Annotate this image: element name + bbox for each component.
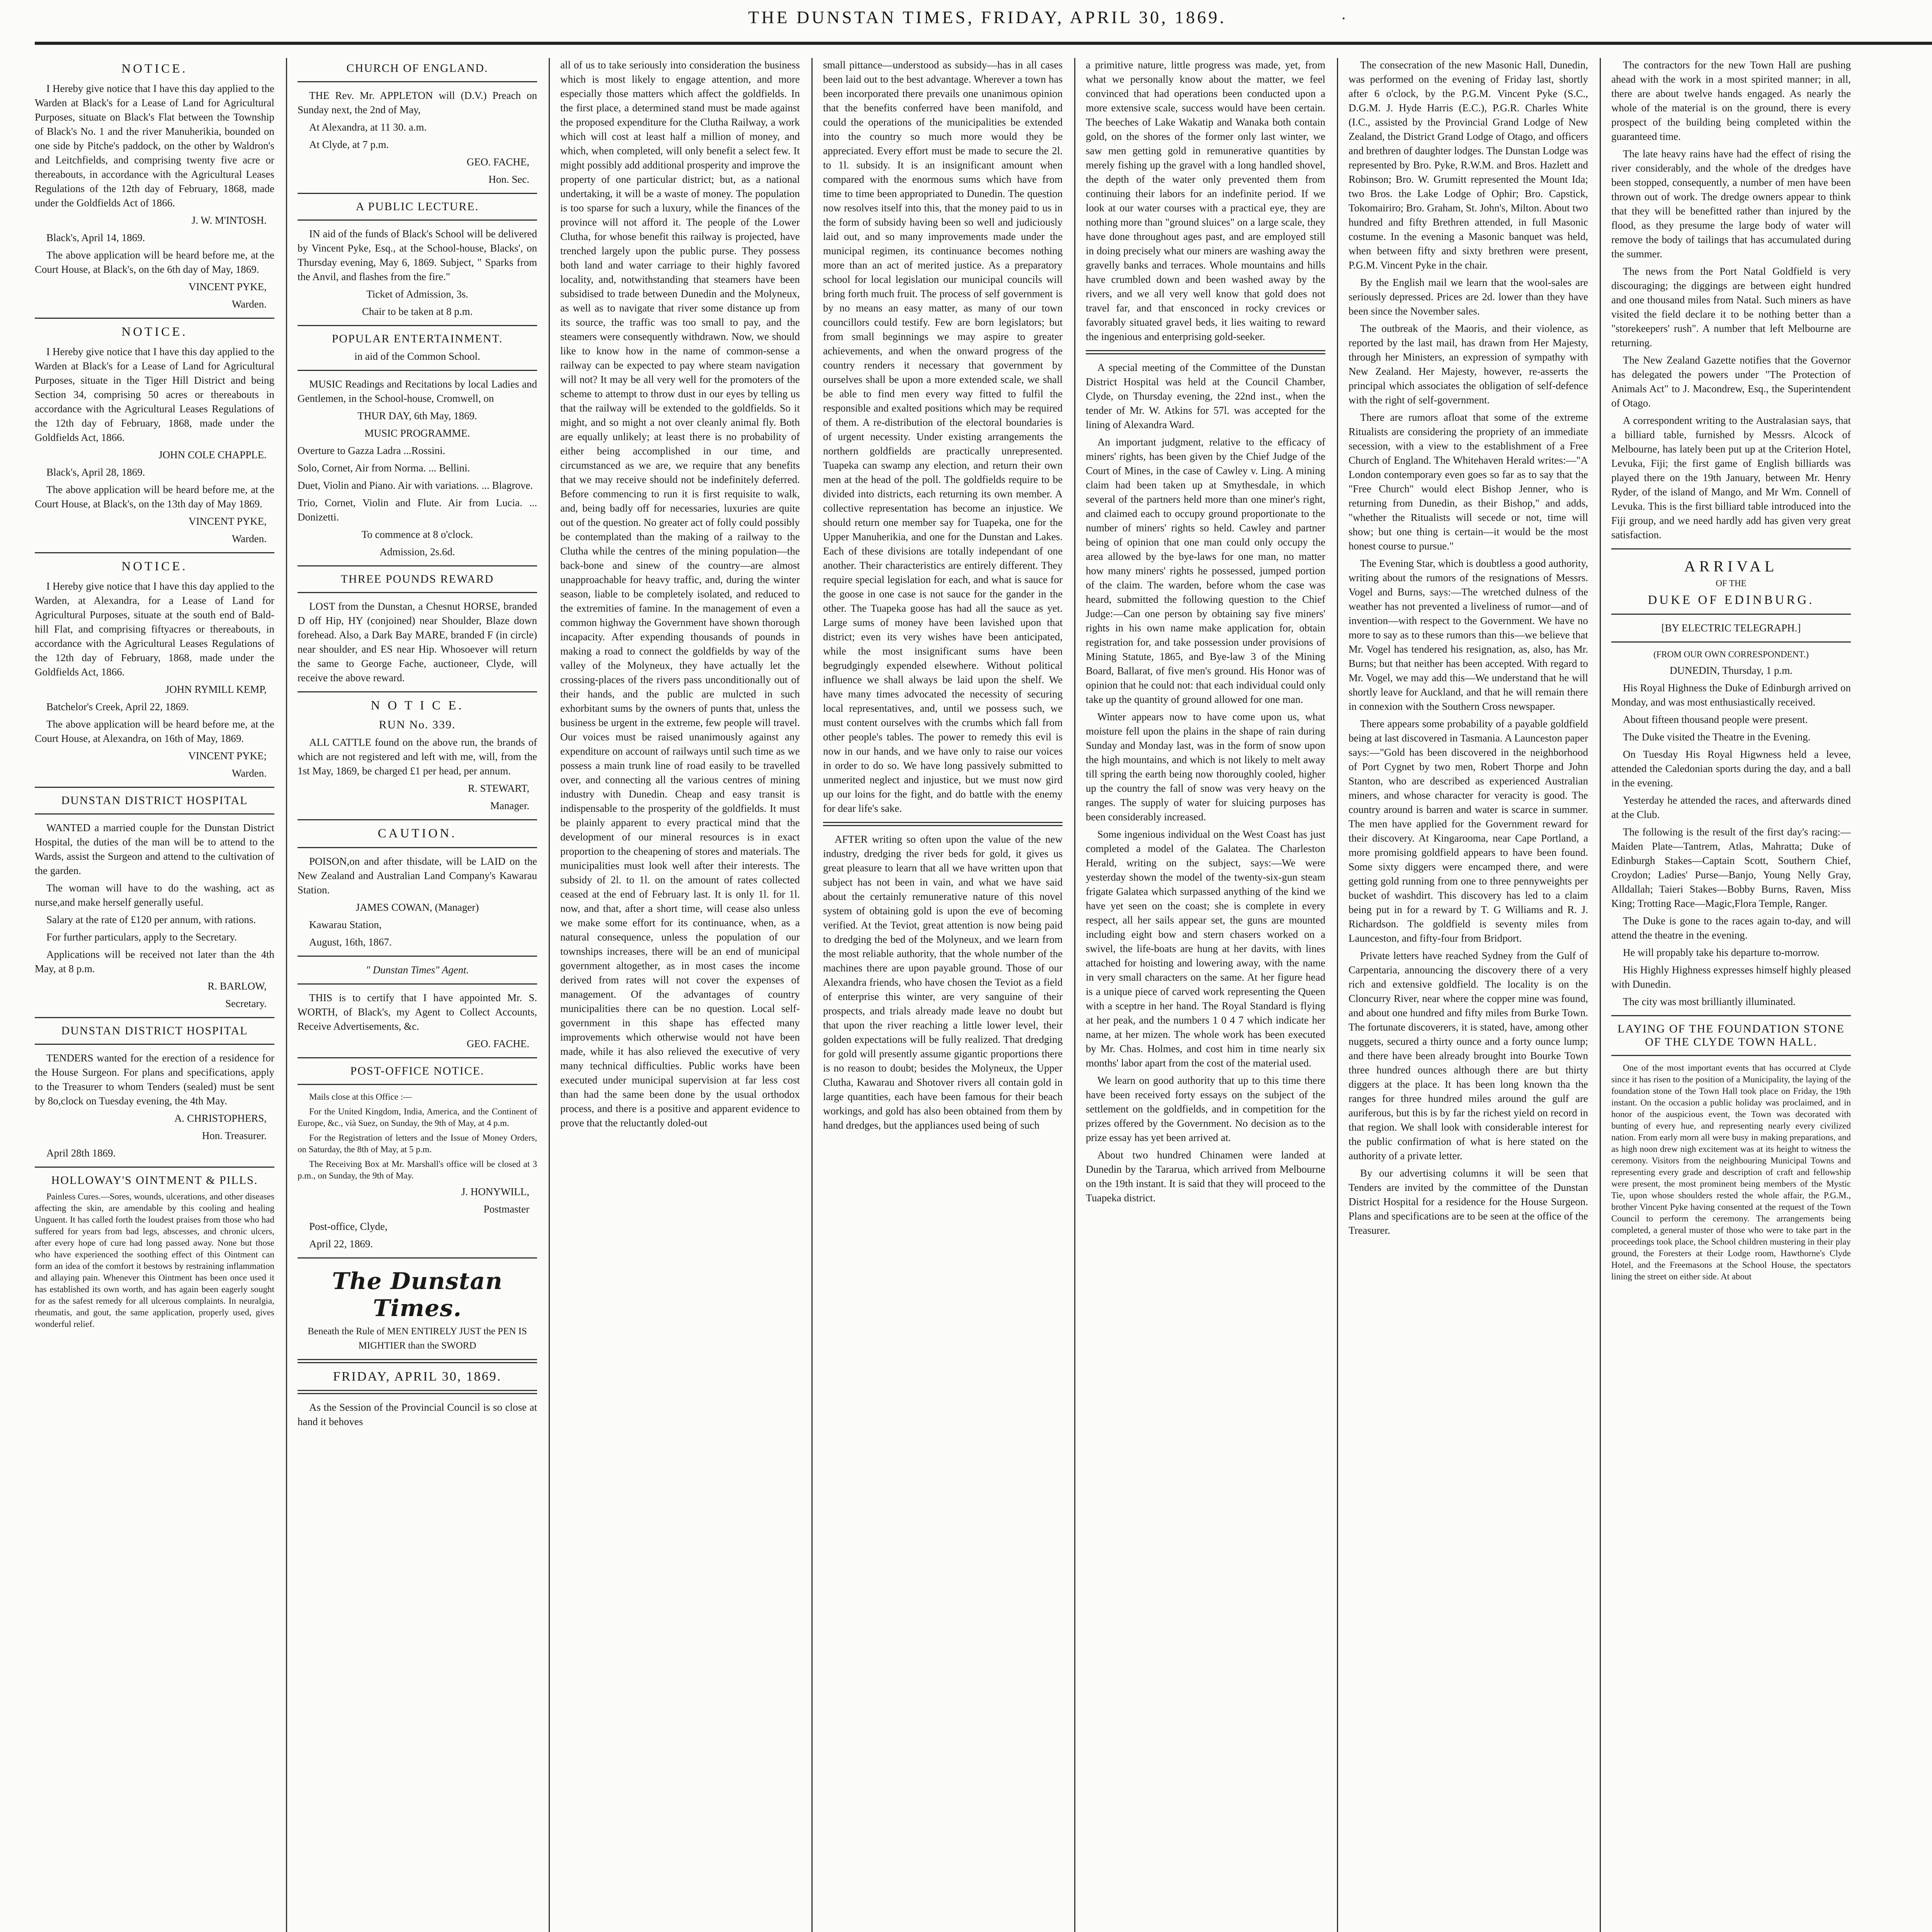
notice-body: I Hereby give notice that I have this day applied to the Warden at Black's for a Lease of Land for Agricultural Purposes, situate in the Tiger Hill District and being Section 34, comprising 50 acres or thereabouts in accordance with the Agricultural Leases Regulations of the 12th day of February, 1868, made under the Goldfields Act, 1866. [35, 346, 274, 443]
divider [298, 565, 537, 566]
notice-date: Batchelor's Creek, April 22, 1869. [46, 701, 189, 713]
news-paragraph: There are rumors afloat that some of the extreme Ritualists are considering the propriety of an immediate secession, with a view to the establishment of a Free Church of England. The Whitehaven Herald writes:—"A London contemporary even goes so far as to say that the "Free Church" would elect Bishop Jenner, who is returning from Dunedin, as their Bishop," and adds, "whether the Ritualists will secede or not, time will show; but one thing is certain—it would be the most honest course to pursue." [1349, 412, 1588, 552]
divider [35, 1017, 274, 1018]
entertainment-admission: Admission, 2s.6d. [379, 546, 455, 558]
church-body: THE Rev. Mr. APPLETON will (D.V.) Preach on Sunday next, the 2nd of May, [298, 90, 537, 116]
church-signature: GEO. FACHE, [466, 156, 529, 168]
hospital-text: The woman will have to do the washing, act as nurse,and make herself generally useful. [35, 882, 274, 908]
arrival-heading: ARRIVAL [1684, 558, 1778, 575]
divider [35, 787, 274, 788]
caution-date: August, 16th, 1867. [309, 936, 392, 948]
laying-heading: LAYING OF THE FOUNDATION STONE OF THE CLYDE TOWN HALL. [1617, 1022, 1845, 1048]
notice-signature: JOHN COLE CHAPPLE. [158, 449, 267, 461]
laying-article: One of the most important events that has occurred at Clyde since it has risen to the position of a Municipality, the laying of the foundation stone of the Town Hall took place on Friday, the 19th instant. On the occasion a public holiday was proclaimed, and in honor of the auspicious event, the Town was decorated with bunting of every hue, and representing nearly every civilized nation. From early morn all were busy in making preparations, and as high noon drew nigh excitement was at its height to witness the ceremony. Visitors from the neighbouring Municipal Towns and representing every grade and description of craft and fellowship were present, the most prominent being members of the Mystic Tie, upon whose shoulders rested the whole affair, the P.G.M., brother Vincent Pyke having consented at the request of the Town Council to perform the ceremony. The arrangements being completed, a general muster of those who were to take part in the proceedings took place, the School children mustering in their play ground, the Foresters at their Lodge room, Hawthorne's Clyde Hotel, and the Freemasons at the School House, the spectators lining the street on either side. At about [1611, 1063, 1851, 1281]
notice-body: I Hereby give notice that I have this day applied to the Warden, at Alexandra, for a Lease of Land for Agricultural Purposes, situate at the south end of Bald-hill Flat, and comprising fiftyacres or thereabouts, in accordance with the Agricultural Leases Regulations of the 12th day of February, 1868, made under the Goldfields Act, 1866. [35, 580, 274, 678]
post-office-heading: POST-OFFICE NOTICE. [350, 1065, 485, 1077]
notice-heading: NOTICE. [121, 560, 188, 573]
newspaper-logo: The Dunstan Times. [332, 1268, 503, 1322]
arrival-of-the: OF THE [1716, 578, 1747, 588]
warden-name: VINCENT PYKE, [189, 515, 267, 527]
divider [1611, 1015, 1851, 1016]
divider [298, 370, 537, 371]
entertainment-subtitle: in aid of the Common School. [354, 350, 480, 362]
run-signature: R. STEWART, [468, 782, 529, 794]
divider [298, 847, 537, 848]
column-rule [811, 58, 813, 1932]
entertainment-start: To commence at 8 o'clock. [361, 529, 473, 540]
issue-dateline: FRIDAY, APRIL 30, 1869. [333, 1369, 502, 1384]
warden-title: Warden. [231, 767, 267, 779]
masthead [35, 7, 1932, 38]
correspondent-label: (FROM OUR OWN CORRESPONDENT.) [1653, 650, 1809, 659]
entertainment-body: MUSIC Readings and Recitations by local Ladies and Gentlemen, in the School-house, Cromwell, on [298, 378, 537, 404]
telegraph-item: About fifteen thousand people were present. [1623, 714, 1808, 725]
column-rule [286, 58, 287, 1932]
column-1 [35, 58, 274, 1932]
divider [298, 1257, 537, 1259]
divider [298, 1057, 537, 1058]
news-paragraph: An important judgment, relative to the efficacy of miners' rights, has been given by the Chief Judge of the Court of Mines, in the case of Cawley v. Ling. A mining claim had been taken up at Smythesdale, in which several of the partners held more than one miner's right, and claimed each to occupy ground proportionate to the number of miners' rights so held. Cawley and partner being of opinion that one man could only occupy the area allowed by the bye-laws for one man, no matter how many miners' rights he possessed, jumped portion of the claim. The warden, before whom the case was heard, submitted the following question to the Chief Judge:—Can one person by obtaining say five miners' rights in his own name make application for, obtain registration for, and take possession under provisions of Mining Statute, 1865, and Bye-law 3 of the Mining Board, Ballarat, of five men's ground. His Honor was of opinion that he could not: that each individual could only take up the quantity of ground allowed for one man. [1086, 436, 1325, 705]
news-paragraph: Winter appears now to have come upon us, what moisture fell upon the plains in the shape of rain during Sunday and Monday last, was in the form of snow upon the high mountains, and which is not likely to melt away till spring the earth being now thoroughly cooled, higher up the country the fall of snow was very heavy on the ranges. The supply of water for sluicing purposes has been considerably increased. [1086, 711, 1325, 823]
divider [298, 691, 537, 692]
treasurer-title: Hon. Treasurer. [202, 1130, 267, 1141]
postmaster-title: Postmaster [483, 1203, 529, 1215]
news-paragraph: By our advertising columns it will be seen that Tenders are invited by the committee of the Dunstan District Hospital for a residence for the House Surgeon. Plans and specifications are to be seen at the office of the Treasurer. [1349, 1167, 1588, 1236]
news-paragraph: The consecration of the new Masonic Hall, Dunedin, was performed on the evening of Friday last, shortly after 6 o'clock, by the P.G.M. Vincent Pyke (S.C., D.G.M. J. Hyde Harris (E.C.), P.G.R. Charles White (I.C., assisted by the Provincial Grand Lodge of New Zealand, the District Grand Lodge of Otago, and officers and brethren of daughter lodges. The Dunstan Lodge was represented by Bro. Pyke, R.W.M. and Bros. Hazlett and Robinson; Bro. W. Grumitt represented the Mount Ida; two Bros. the Lake Lodge of Ophir; Bro. Capstick, Tokomairiro; Bro. Graham, St. John's, Milton. About two hundred and fifty Brethren attended, in full Masonic costume. In the evening a Masonic banquet was held, when between fifty and sixty brethren were present, P.G.M. Vincent Pyke in the chair. [1349, 59, 1588, 271]
postmaster-name: J. HONYWILL, [461, 1186, 529, 1197]
hospital-text: For further particulars, apply to the Secretary. [46, 931, 237, 943]
tender-date: April 28th 1869. [46, 1147, 116, 1159]
programme-item: Solo, Cornet, Air from Norma. ... Bellini. [298, 462, 470, 474]
lecture-heading: A PUBLIC LECTURE. [355, 200, 479, 213]
dredging-article-cont: a primitive nature, little progress was made, yet, from what we personally know about the matter, we feel convinced that had operations been conducted upon a more extensive scale, success would have been certain. The beeches of Lake Wakatip and Wanaka both contain gold, on the shores of the former only last winter, we saw men getting gold in remunerative quantities by merely fishing up the gravel with a long handled shovel, the depth of the water only prevented them from continuing their labors for an indefinite period. If we look at our water courses with a practical eye, they are nothing more than "ground sluices" on a large scale, they have done throughout ages past, and are employed still in doing precisely what our miners are washing away the gravelly banks and terraces. Whole mountains and hills have crumbled down and been washed away by the rivers, and we all very well know that gold does not travel far, and that ensconced in rocky crevices or favorably situated gravel beds, it lies waiting to reward the ingenious and enterprising gold-seeker. [1086, 59, 1325, 342]
holloway-heading: HOLLOWAY'S OINTMENT & PILLS. [51, 1174, 258, 1187]
notice-signature: J. W. M'INTOSH. [191, 214, 267, 226]
post-office-text: For the United Kingdom, India, America, and the Continent of Europe, &c., vià Suez, on Sunday, the 9th of May, at 4 p.m. [298, 1107, 537, 1128]
post-office-date: April 22, 1869. [309, 1238, 373, 1250]
column-rule [1600, 58, 1601, 1932]
masthead-title: THE DUNSTAN TIMES, FRIDAY, APRIL 30, 1869. [748, 7, 1226, 27]
hospital-text: Salary at the rate of £120 per annum, with rations. [46, 914, 256, 925]
divider [823, 822, 1063, 826]
column-7 [1611, 58, 1851, 1932]
divider [298, 1359, 537, 1363]
church-alexandra: At Alexandra, at 11 30. a.m. [309, 121, 427, 133]
post-office-text: The Receiving Box at Mr. Marshall's office will be closed at 3 p.m., on Sunday, the 9th of May. [298, 1159, 537, 1180]
divider [298, 819, 537, 820]
caution-place: Kawarau Station, [309, 919, 382, 930]
telegraph-item: On Tuesday His Royal Higwness held a levee, attended the Caledonian sports during the day, and a ball in the evening. [1611, 748, 1851, 789]
hospital-body: WANTED a married couple for the Dunstan District Hospital, the duties of the man will be to attend to the Wards, assist the Surgeon and attend to the cultivation of the garden. [35, 822, 274, 876]
run-signature-title: Manager. [490, 800, 529, 811]
divider [298, 1390, 537, 1394]
divider [35, 1167, 274, 1168]
news-paragraph: The news from the Port Natal Goldfield is very discouraging; the diggings are between eight hundred and one thousand miles from Natal. Such miners as have visited the field declare it to be nothing better than a "storekeepers' rush". A number that left Melbourne are returning. [1611, 265, 1851, 349]
programme-item: Overture to Gazza Ladra ...Rossini. [298, 445, 446, 456]
notice-hearing: The above application will be heard before me, at the Court House, at Black's, on the 6th day of May, 1869. [35, 249, 274, 275]
news-paragraph: A special meeting of the Committee of the Dunstan District Hospital was held at the Council Chamber, Clyde, on Thursday evening, the 22nd inst., when the tender of Mr. W. Atkins for 57l. was accepted for the lining of Alexandra Ward. [1086, 362, 1325, 430]
secretary-name: R. BARLOW, [207, 980, 267, 992]
notice-hearing: The above application will be heard before me, at the Court House, at Black's, on the 13th day of May 1869. [35, 484, 274, 510]
warden-name: VINCENT PYKE; [188, 750, 267, 762]
news-paragraph: The outbreak of the Maoris, and their violence, as reported by the last mail, has drawn from Her Majesty, through her Ministers, an expression of sympathy with New Zealand. Her Majesty, however, re-asserts the principal which associates the obligation of self-defence with the right of self-government. [1349, 323, 1588, 406]
masthead-rule [35, 42, 1932, 45]
news-paragraph: The contractors for the new Town Hall are pushing ahead with the work in a most spirited manner; in all, there are about twelve hands engaged. As nearly the whole of the material is on the ground, there is every prospect of the building being completed within the guaranteed time. [1611, 59, 1851, 142]
column-3 [560, 58, 800, 1932]
telegraph-item: The Duke is gone to the races again to-day, and will attend the theatre in the evening. [1611, 915, 1851, 941]
telegraph-item: His Highly Highness expresses himself highly pleased with Dunedin. [1611, 964, 1851, 990]
news-paragraph: About two hundred Chinamen were landed at Dunedin by the Tararua, which arrived from Melbourne on the 19th instant. It is said that they will proceed to the Tuapeka district. [1086, 1149, 1325, 1204]
hospital-heading: DUNSTAN DISTRICT HOSPITAL [61, 794, 248, 807]
column-2 [298, 58, 537, 1932]
divider [298, 1084, 537, 1085]
divider [298, 325, 537, 326]
run-body: ALL CATTLE found on the above run, the brands of which are not registered and left with me, will, from the 1st May, 1869, be charged £1 per head, per annum. [298, 736, 537, 777]
column-6 [1349, 58, 1588, 1932]
programme-heading: MUSIC PROGRAMME. [364, 427, 470, 439]
agent-heading: " Dunstan Times" Agent. [366, 964, 469, 976]
divider [35, 552, 274, 553]
lecture-chair: Chair to be taken at 8 p.m. [362, 306, 473, 317]
post-office-text: Mails close at this Office :— [309, 1092, 412, 1102]
news-paragraph: A correspondent writing to the Australasian says, that a billiard table, furnished by Messrs. Alcock of Melbourne, has lately been put up at the Criterion Hotel, Levuka, Fiji; the first game of English billiards was played there on the 19th January, between Mr. Henry Ryder, of the island of Mango, and Mr Wm. Connell of Levuka. This is the first billiard table introduced into the Fiji group, and we need hardly add has given very great satisfaction. [1611, 415, 1851, 541]
notice-heading: NOTICE. [121, 62, 188, 76]
duke-heading: DUKE OF EDINBURG. [1648, 593, 1815, 607]
telegraph-item: The city was most brilliantly illuminated. [1623, 996, 1796, 1007]
reward-body: LOST from the Dunstan, a Chesnut HORSE, branded D off Hip, HY (conjoined) near Shoulder, Blaze down forehead. Also, a Dark Bay MARE, branded F (in circle) near shoulder, and ES near Hip. Whosoever will return the same to George Fache, auctioneer, Clyde, will receive the above reward. [298, 600, 537, 684]
editorial-text: As the Session of the Provincial Council is so close at hand it behoves [298, 1401, 537, 1427]
entertainment-heading: POPULAR ENTERTAINMENT. [332, 332, 503, 345]
dredging-article: AFTER writing so often upon the value of the new industry, dredging the river beds for gold, it gives us great pleasure to learn that all we have written upon that subject has not been in vain, and what we have said about the certainly remunerative nature of this novel system of obtaining gold is upon the eve of becoming verified. At the Teviot, great attention is now being paid to dredging the bed of the Molyneux, and we learn from the most reliable authority, that the whole number of the machines there are upon payable ground. Those of our Alexandra friends, who have chosen the Teviot as a field of enterprise this winter, are very sanguine of their prospects, and trials already made leave no doubt but that upon the river reaching a little lower level, their golden expectations will be fully realized. That dredging for gold will presently assume gigantic proportions there is no reason to doubt; besides the Molyneux, the Upper Clutha, Kawarau and Shotover rivers all contain gold in large quantities, each have been famous for their beach workings, and gold has also been obtained from them by hand dredges, but the appliances used being of such [823, 833, 1063, 1131]
notice-date: Black's, April 28, 1869. [46, 466, 145, 478]
masthead-mark: · [1341, 10, 1349, 27]
column-rule [1074, 58, 1075, 1932]
news-paragraph: The Evening Star, which is doubtless a good authority, writing about the rumors of the resignations of Messrs. Vogel and Burns, says:—The wretched dulness of the weather has not prevented a liveliness of rumor—and of invention—with respect to the Government. We have no more to say as to these rumors than this—we believe that Mr. Vogel has tendered his resignation, as, also, has Mr. Burns; but that neither has been accepted. With regard to Mr. Vogel, we may add this—We understand that he will shortly leave for Auckland, and that he will remain there in connexion with the Southern Cross newspaper. [1349, 558, 1588, 712]
news-paragraph: There appears some probability of a payable goldfield being at last discovered in Tasmania. A Launceston paper says:—"Gold has been discovered in the neighborhood of Port Cygnet by two men, Robert Thorpe and John Stanton, who are described as experienced Australian miners, and whose character for veracity is good. The country around is barren and water is scarce in summer. The men have applied for the Government reward for their discovery. At Kingarooma, near Cape Portland, a more promising goldfield appears to have been found. Some sixty diggers were encamped there, and were getting gold running from one to three pennyweights per bucket of washdirt. This discovery has led to a claim being put in for a reward by T. G Williams and R. J. Richardson. The goldfield is seventy miles from Launceston, and fifty-four from Bridport. [1349, 718, 1588, 944]
column-rule [549, 58, 550, 1932]
telegraph-label: [BY ELECTRIC TELEGRAPH.] [1661, 622, 1801, 634]
divider [1611, 548, 1851, 549]
telegraph-dateline: DUNEDIN, Thursday, 1 p.m. [1670, 665, 1793, 676]
warden-title: Warden. [231, 533, 267, 544]
lecture-body: IN aid of the funds of Black's School will be delivered by Vincent Pyke, Esq., at the School-house, Blacks', on Thursday evening, May 6, 1869. Subject, " Sparks from the Anvil, and flashes from the fire." [298, 228, 537, 282]
news-paragraph: Private letters have reached Sydney from the Gulf of Carpentaria, announcing the discovery there of a very rich and extensive goldfield. The locality is on the Cloncurry River, near where the copper mine was found, and about one hundred and fifty miles from Burke Town. The fortunate discoverers, it is stated, have, among other nuggets, secured a thirty ounce and a forty ounce lump; and there have been already brought into Bourke Town three hundred ounces although there are but thirty diggers at the place. It has been long known tha the ranges for three hundred miles around the gulf are auriferous, but this is by far the richest yield on record in that region. We shall look with considerable interest for the public confirmation of what is here stated on the authority of a private letter. [1349, 950, 1588, 1162]
hospital-heading: DUNSTAN DISTRICT HOSPITAL [61, 1024, 248, 1037]
agent-body: THIS is to certify that I have appointed Mr. S. WORTH, of Black's, my Agent to Collect Accounts, Receive Advertisements, &c. [298, 992, 537, 1032]
post-office-text: For the Registration of letters and the Issue of Money Orders, on Saturday, the 8th of May, at 5 p.m. [298, 1133, 537, 1154]
divider [298, 193, 537, 194]
warden-title: Warden. [231, 298, 267, 310]
programme-item: Duet, Violin and Piano. Air with variations. ... Blagrove. [298, 480, 533, 491]
caution-signature: JAMES COWAN, (Manager) [355, 901, 479, 913]
secretary-title: Secretary. [225, 998, 267, 1009]
divider [298, 592, 537, 593]
news-paragraph: We learn on good authority that up to this time there have been received forty essays on the subject of the settlement on the goldfields, and in competition for the prizes offered by the Government. No decision as to the prize essay has yet been arrived at. [1086, 1075, 1325, 1143]
church-clyde: At Clyde, at 7 p.m. [309, 139, 389, 150]
telegraph-item: Yesterday he attended the races, and afterwards dined at the Club. [1611, 794, 1851, 820]
agent-signature: GEO. FACHE. [466, 1038, 529, 1049]
column-rule [1337, 58, 1338, 1932]
divider [298, 956, 537, 957]
news-paragraph: Some ingenious individual on the West Coast has just completed a model of the Galatea. The Charleston Herald, writing on the subject, says:—We were yesterday shown the model of the twenty-six-gun steam frigate Galatea which surpassed anything of the kind we have yet seen on the coast; she is complete in every respect, all her sails appear set, the guns are mounted including eight bow and stern chasers worked on a swivel, the life-boats are hung at her davits, with lines attached for hoisting and lowering away, with the name in very small characters on the same. At her figure head is a unique piece of carved work representing the Queen with a sceptre in her hand. The Royal Standard is flying at her peak, and the numbers 1 0 4 7 which indicate her name, at her mizen. The whole work has been executed by Mr. Chas. Holmes, and cost him in time nearly six months' labor apart from the cost of the material used. [1086, 828, 1325, 1069]
divider [298, 983, 537, 985]
caution-body: POISON,on and after thisdate, will be LAID on the New Zealand and Australian Land Company's Kawarau Station. [298, 855, 537, 896]
church-signature-title: Hon. Sec. [488, 173, 529, 185]
newspaper-motto: Beneath the Rule of MEN ENTIRELY JUST the PEN IS MIGHTIER than the SWORD [308, 1326, 527, 1351]
news-paragraph: The New Zealand Gazette notifies that the Governor has delegated the powers under "The Protection of Animals Act" to J. Macondrew, Esq., the Superintendent of Otago. [1611, 354, 1851, 409]
warden-name: VINCENT PYKE, [189, 281, 267, 293]
divider [298, 219, 537, 221]
news-paragraph: The late heavy rains have had the effect of rising the river considerably, and the whole of the dredges have been stopped, consequently, a number of men have been thrown out of work. The dredge owners appear to think that they will be benefitted rather than injured by the flood, as they presume the large body of water will remove the body of tailings that has accumulated during the summer. [1611, 148, 1851, 260]
column-5 [1086, 58, 1325, 1932]
notice-hearing: The above application will be heard before me, at the Court House, at Alexandra, on 16th of May, 1869. [35, 718, 274, 744]
run-heading: RUN No. 339. [379, 718, 456, 731]
notice-body: I Hereby give notice that I have this day applied to the Warden at Black's for a Lease of Land for Agricultural Purposes, situate on Black's Flat between the Township of Black's No. 1 and the river Manuherikia, bounded on one side by Pitche's paddock, on the other by Waldron's and Leitchfields, and comprising twenty five acre or thereabouts, in accordance with the Agricultural Leases Regulations of the 12th day of February, 1868, made under the Goldfields Act of 1866. [35, 83, 274, 209]
post-office-place: Post-office, Clyde, [309, 1221, 388, 1232]
divider [35, 1044, 274, 1045]
divider [35, 318, 274, 319]
telegraph-item: He will propably take his departure to-morrow. [1623, 947, 1820, 958]
divider [1611, 1055, 1851, 1056]
telegraph-item: The Duke visited the Theatre in the Evening. [1623, 731, 1811, 743]
notice-signature: JOHN RYMILL KEMP, [165, 684, 267, 695]
divider [1611, 614, 1851, 615]
holloway-body: Painless Cures.—Sores, wounds, ulcerations, and other diseases affecting the skin, are amendable by this cooling and healing Unguent. It has called forth the loudest praises from those who had suffered for years from bad legs, abscesses, and chronic ulcers, after every hope of cure had long passed away. None but those who have experienced the soothing effect of this Ointment can form an idea of the comfort it bestows by restraining inflammation and allaying pain. Whenever this Ointment has been once used it has established its own worth, and has again been eagerly sought for as the safest remedy for all ulcerous complaints. In neuralgia, rheumatis, and gout, the same application, properly used, gives wonderful relief. [35, 1192, 274, 1329]
editorial-text: all of us to take seriously into consideration the business which is most likely to engage attention, and more especially those matters which affect the goldfields. In the first place, a determined stand must be made against the proposed expenditure for the Clutha Railway, a work which will cost at least half a million of money, and which, when completed, will only benefit a select few. It might possibly add additional prosperity and improve the property of one particular district; but, as a national undertaking, it will be a waste of money. The population is too sparse for such a luxury, while the finances of the province will not afford it. The people of the Lower Clutha, for whose benefit this railway is projected, have trenched largely upon the public purse. They possess both land and water carriage to their highly favored locality, and, notwithstanding that steamers have been subsidised to trade between Dunedin and the Molyneux, as well as to navigate that river some distance up from its source, the traffic was too small to pay, and the steamers were consequently withdrawn. Now, we should like to know how in the name of common-sense a railway can be expected to pay where steam navigation will not? It may be all very well for the promoters of the scheme to attempt to throw dust in our eyes by telling us that the railway will be extended to the goldfields. So it might, and so might a not over cleanly animal fly. Both are equally unlikely; at least there is no probability of either being accomplished in our time, and circumstanced as we are, we require that any benefits that we may receive should not be indefinitely deferred. Before commencing to run it is first requisite to walk, and, being badly off for necessaries, luxuries are quite out of the question. No greater act of folly could possibly be contemplated than the making of a railway to the Clutha while the centres of the mining population—the back-bone and sinew of the country—are almost unapproachable for heavy traffic, and, during the winter season, liable to be completely isolated, and reduced to the extremities of famine. In the management of even a common highway the Government have shown thorough incapacity. After expending thousands of pounds in making a road to connect the goldfields by way of the valley of the Molyneux, they have actually let the crossing-places of the rivers pass unconditionally out of their hands, and the public are mulcted in such exhorbitant sums by the owners of punts that, unless the business be urgent in the extreme, few people will travel. Our voices must be raised unanimously against any expenditure on account of railways until such time as we possess a main trunk line of road easily to be travelled over, and connecting all the various centres of mining industry with Dunedin. Cheap and easy transit is indispensable to the prosperity of the goldfields. It must be plainly apparent to every practical mind that the development of our mineral resources is in exact proportion to the cheapening of stores and materials. The municipalities must look well after their interests. The subsidy of 2l. to 1l. on the amount of rates collected ceased at the end of February last. It is only 1l. for 1l. now, and that, after a short time, will cease also unless we make some effort for its continuance, when, as a natural consequence, unless the population of our townships increases, there will be an end of municipal government altogether, as in most cases the income derived from rates will not cover the expenses of management. Of the advantages of country municipalities there can be no question. Local self-government in this shape has effected many improvements which otherwise would not have been made, while it has also relieved the executive of very many technical difficulties. Public works have been executed under municipal supervision at far less cost than had the same been done by the usual orthodox process, and there is a positive and apparent evidence to prove that the reluctantly doled-out [560, 59, 800, 1129]
treasurer-name: A. CHRISTOPHERS, [174, 1112, 267, 1124]
divider [1086, 350, 1325, 354]
tender-body: TENDERS wanted for the erection of a residence for the House Surgeon. For plans and specifications, apply to the Treasurer to whom Tenders (sealed) must be sent by 8o,clock on Tuesday evening, the 4th May. [35, 1052, 274, 1107]
notice-heading: NOTICE. [121, 325, 188, 339]
notice-date: Black's, April 14, 1869. [46, 232, 145, 243]
church-heading: CHURCH OF ENGLAND. [346, 62, 488, 75]
caution-heading: CAUTION. [378, 827, 457, 840]
divider [1611, 641, 1851, 643]
hospital-text: Applications will be received not later than the 4th May, at 8 p.m. [35, 949, 274, 975]
news-paragraph: By the English mail we learn that the wool-sales are seriously depressed. Prices are 2d. lower than they have been since the November sales. [1349, 277, 1588, 317]
telegraph-item: His Royal Highness the Duke of Edinburgh arrived on Monday, and was most enthusiastically received. [1611, 682, 1851, 708]
programme-item: Trio, Cornet, Violin and Flute. Air from Lucia. ... Donizetti. [298, 497, 537, 523]
divider [35, 813, 274, 815]
notice-heading: N O T I C E. [371, 699, 464, 713]
telegraph-item: The following is the result of the first day's racing:—Maiden Plate—Tantrem, Atlas, Mahratta; Duke of Edinburgh Stakes—Captain Scott, Southern Chief, Croydon; Ladies' Purse—Banjo, Young Nelly Gray, Alldallah; Taieri Stakes—Bobby Burns, Raven, Miss King; Trotting Race—Magic,Flora Temple, Ranger. [1611, 826, 1851, 909]
divider [298, 81, 537, 82]
editorial-text: small pittance—understood as subsidy—has in all cases been laid out to the best advantage. Wherever a town has been incorporated there prevails one unanimous opinion that the benefits conferred have been manifold, and could the operations of the municipalities be extended into the country so much more would they be appreciated. Every effort must be made to secure the 2l. to 1l. subsidy. It is an insignificant amount when compared with the enormous sums which have from time to time been appropriated to Dunedin. The question now resolves itself into this, that the money paid to us in the form of subsidy having been so well and judiciously laid out, and so many improvements made under the municipal regimen, its continuance becomes nothing more than an act of merited justice. As a preparatory school for local legislation our municipal councils will bring forth much fruit. The process of self government is by no means an easy matter, as many of our town councillors could testify. Few are born legislators; but from small beginnings we may aspire to greater achievements, and when the onward progress of the country renders it necessary that government by ourselves shall be upon a more extended scale, we shall be able to find men every way fitted to fulfil the responsible and exalted positions which may be required of them. A re-distribution of the electoral boundaries is of urgent necessity. Under existing arrangements the northern goldfields are practically unrepresented. Tuapeka can swamp any election, and return their own men at the head of the poll. The goldfields require to be divided into districts, each returning its own member. A collective representation has become an injustice. We should return one member say for Tuapeka, one for the Upper Manuherikia, and one for the Dunstan and Lakes. Each of these divisions are totally independant of one another. Their characteristics are entirely different. They require special legislation for each, and what is sauce for the goose in one case is not sauce for the gander in the other. The Tuapeka goose has had all the sauce as yet. Large sums of money have been lavished upon that district; even its very wishes have been anticipated, while the most insignificant sums have been begrudgingly expended elsewhere. Without political influence we shall always be laid upon the shelf. We have many times advocated the necessity of securing local representatives, and, until we possess such, we must content ourselves with the crumbs which fall from other people's tables. The power to remedy this evil is now in our hands, and we have only to raise our voices in order to do so. We have long passively submitted to unmerited neglect and injustice, but we must now gird up our loins for the fight, and do battle with the enemy for dear life's sake. [823, 59, 1063, 814]
column-4 [823, 58, 1063, 1932]
entertainment-date: THUR DAY, 6th May, 1869. [357, 410, 477, 422]
reward-heading: THREE POUNDS REWARD [340, 573, 494, 585]
lecture-ticket: Ticket of Admission, 3s. [366, 288, 468, 300]
